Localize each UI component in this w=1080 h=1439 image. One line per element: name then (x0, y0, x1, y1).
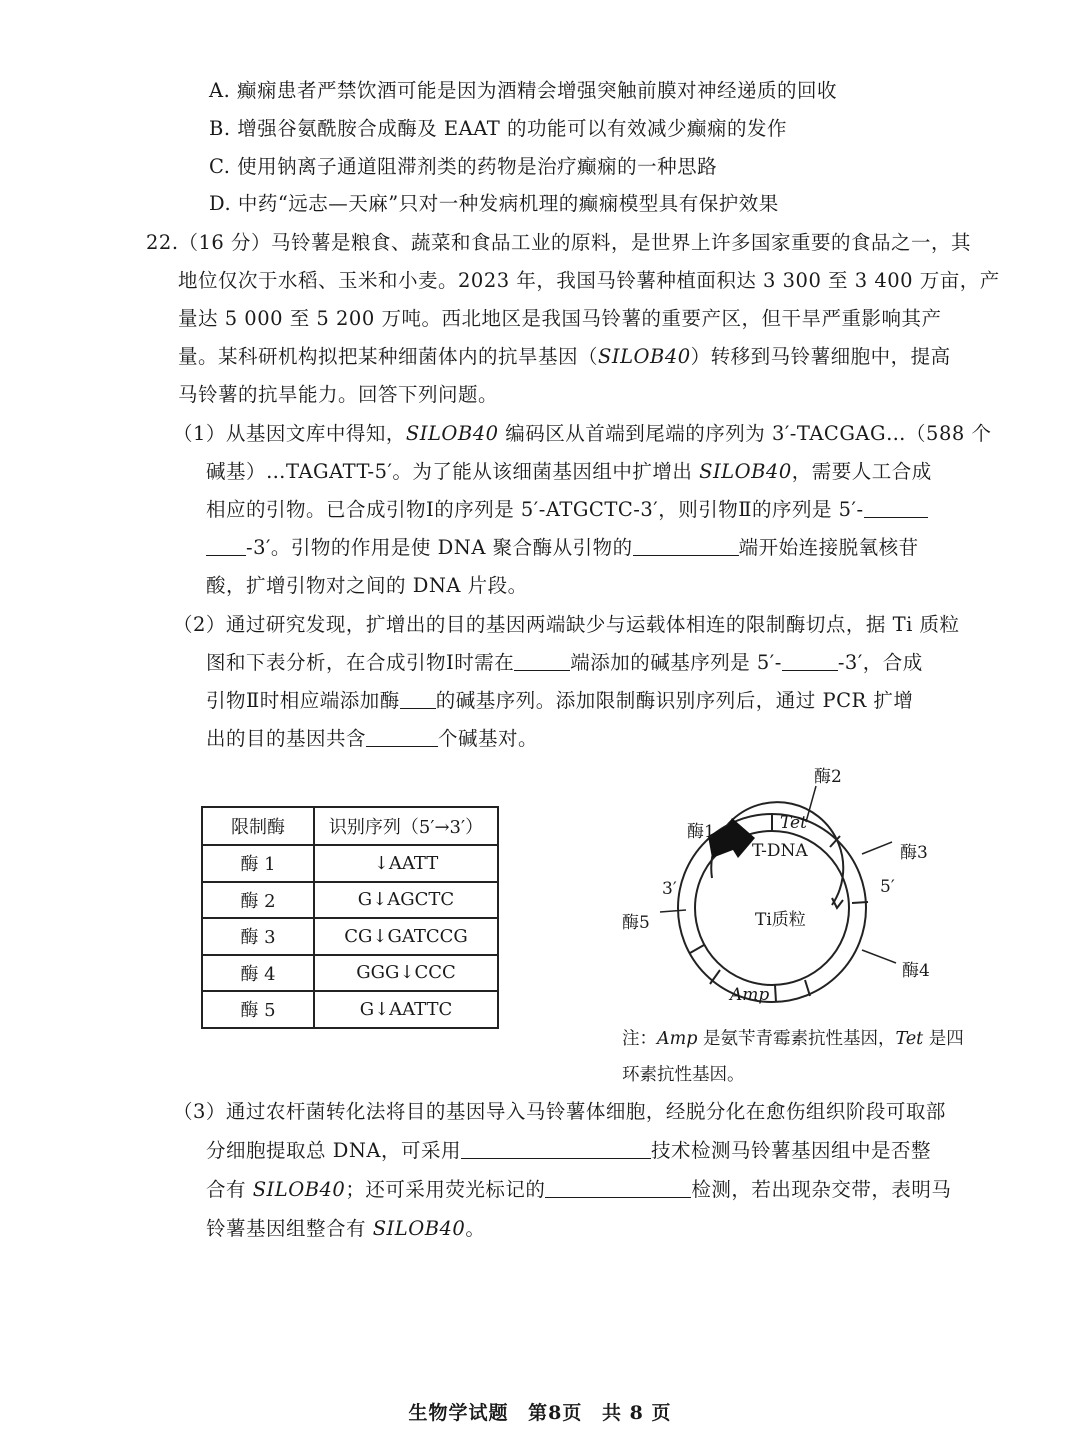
gene-name: SILOB40 (699, 460, 792, 483)
p2-line1: （2）通过研究发现，扩增出的目的基因两端缺少与运载体相连的限制酶切点，据 Ti 质粒 (173, 613, 960, 636)
table-cell: CG↓GATCCG (314, 918, 498, 955)
p2-line3: 引物Ⅱ时相应端添加酶 的碱基序列。添加限制酶识别序列后，通过 PCR 扩增 (206, 686, 913, 716)
answer-blank-probe[interactable] (545, 1175, 691, 1198)
option-c: C. 使用钠离子通道阻滞剂类的药物是治疗癫痫的一种思路 (209, 155, 718, 178)
table-header-cell: 限制酶 (202, 807, 314, 845)
answer-blank-primer-end[interactable] (633, 533, 739, 556)
ti-plasmid-label: Ti质粒 (755, 910, 806, 930)
q22-intro-line5: 马铃薯的抗旱能力。回答下列问题。 (178, 383, 499, 406)
answer-blank-base-pairs[interactable] (366, 724, 438, 747)
tet-gene-label: Tet (780, 813, 807, 833)
q22-intro-line1: 22.（16 分）马铃薯是粮食、蔬菜和食品工业的原料，是世界上许多国家重要的食品之一，其 (146, 231, 972, 254)
table-cell: 酶 2 (202, 882, 314, 919)
table-header-cell: 识别序列（5′→3′） (314, 807, 498, 845)
table-row (202, 955, 498, 992)
footer-total-pages: 共 8 页 (602, 1402, 672, 1424)
q22-intro-line3: 量达 5 000 至 5 200 万吨。西北地区是我国马铃薯的重要产区，但干旱严重影响其产 (178, 307, 942, 330)
answer-blank-primer1-end[interactable] (514, 648, 570, 671)
footer-subject: 生物学试题 (408, 1402, 509, 1424)
p3-line4: 铃薯基因组整合有 SILOB40。 (206, 1217, 486, 1240)
table-row (202, 991, 498, 1028)
answer-blank-primer2-b[interactable] (206, 533, 246, 556)
table-cell: 酶 5 (202, 991, 314, 1028)
q22-intro-line2: 地位仅次于水稻、玉米和小麦。2023 年，我国马铃薯种植面积达 3 300 至 3 400 万亩，产 (178, 269, 1000, 292)
table-row (202, 882, 498, 919)
enzyme4-label: 酶4 (902, 961, 930, 981)
p1-line2: 碱基）…TAGATT-5′。为了能从该细菌基因组中扩增出 SILOB40，需要人工合成 (206, 460, 932, 483)
p1-line5: 酸，扩增引物对之间的 DNA 片段。 (206, 574, 528, 597)
diagram-note-line2: 环素抗性基因。 (622, 1065, 745, 1085)
p1-line1: （1）从基因文库中得知，SILOB40 编码区从首端到尾端的序列为 3′-TACGAG…（588 个 (173, 422, 992, 445)
gene-name: SILOB40 (372, 1217, 466, 1240)
t-dna-arrowhead (832, 898, 843, 908)
diagram-note-line1: 注：Amp 是氨苄青霉素抗性基因，Tet 是四 (622, 1029, 964, 1049)
table-header-row (202, 807, 498, 845)
enzyme1-label: 酶1 (687, 822, 715, 842)
table-cell: GGG↓CCC (314, 955, 498, 992)
gene-name: SILOB40 (598, 345, 691, 368)
p3-line1: （3）通过农杆菌转化法将目的基因导入马铃薯体细胞，经脱分化在愈伤组织阶段可取部 (173, 1100, 946, 1123)
p3-line2: 分细胞提取总 DNA，可采用 技术检测马铃薯基因组中是否整 (206, 1136, 931, 1166)
p2-line2: 图和下表分析，在合成引物Ⅰ时需在 端添加的碱基序列是 5′- -3′，合成 (206, 648, 923, 678)
table-cell: 酶 4 (202, 955, 314, 992)
option-d: D. 中药“远志—天麻”只对一种发病机理的癫痫模型具有保护效果 (209, 192, 779, 215)
enzyme2-label: 酶2 (814, 767, 842, 787)
p3-line3: 合有 SILOB40；还可采用荧光标记的 检测，若出现杂交带，表明马 (206, 1175, 951, 1205)
table-row (202, 918, 498, 955)
table-cell: G↓AATTC (314, 991, 498, 1028)
t-dna-label: T-DNA (752, 841, 808, 861)
p1-line4: -3′。引物的作用是使 DNA 聚合酶从引物的 端开始连接脱氧核苷 (206, 533, 919, 563)
enzyme5-label: 酶5 (622, 913, 650, 933)
table-cell: 酶 3 (202, 918, 314, 955)
answer-blank-primer2-a[interactable] (864, 495, 928, 518)
restriction-enzyme-table (201, 806, 499, 1029)
five-prime-label: 5′ (880, 877, 895, 897)
three-prime-label: 3′ (662, 879, 677, 899)
footer-page-number: 第8页 (528, 1402, 583, 1424)
answer-blank-technique[interactable] (461, 1136, 651, 1159)
p1-line3: 相应的引物。已合成引物Ⅰ的序列是 5′-ATGCTC-3′，则引物Ⅱ的序列是 5′- (206, 495, 928, 525)
p2-line4: 出的目的基因共含 个碱基对。 (206, 724, 538, 754)
page-footer (0, 1398, 1080, 1425)
table-cell: G↓AGCTC (314, 882, 498, 919)
answer-blank-enzyme[interactable] (400, 686, 436, 709)
gene-name: SILOB40 (252, 1178, 346, 1201)
table-cell: 酶 1 (202, 845, 314, 882)
promoter-arrow-icon (708, 818, 755, 858)
q22-intro-line4: 量。某科研机构拟把某种细菌体内的抗旱基因（SILOB40）转移到马铃薯细胞中，提高 (178, 345, 951, 368)
gene-name: SILOB40 (405, 422, 499, 445)
table-cell: ↓AATT (314, 845, 498, 882)
ti-plasmid-diagram (600, 760, 950, 1030)
table-row (202, 845, 498, 882)
amp-gene-label: Amp (730, 985, 770, 1005)
answer-blank-added-sequence[interactable] (782, 648, 838, 671)
option-b: B. 增强谷氨酰胺合成酶及 EAAT 的功能可以有效减少癫痫的发作 (209, 117, 787, 140)
option-a: A. 癫痫患者严禁饮酒可能是因为酒精会增强突触前膜对神经递质的回收 (209, 79, 837, 102)
enzyme3-label: 酶3 (900, 843, 928, 863)
